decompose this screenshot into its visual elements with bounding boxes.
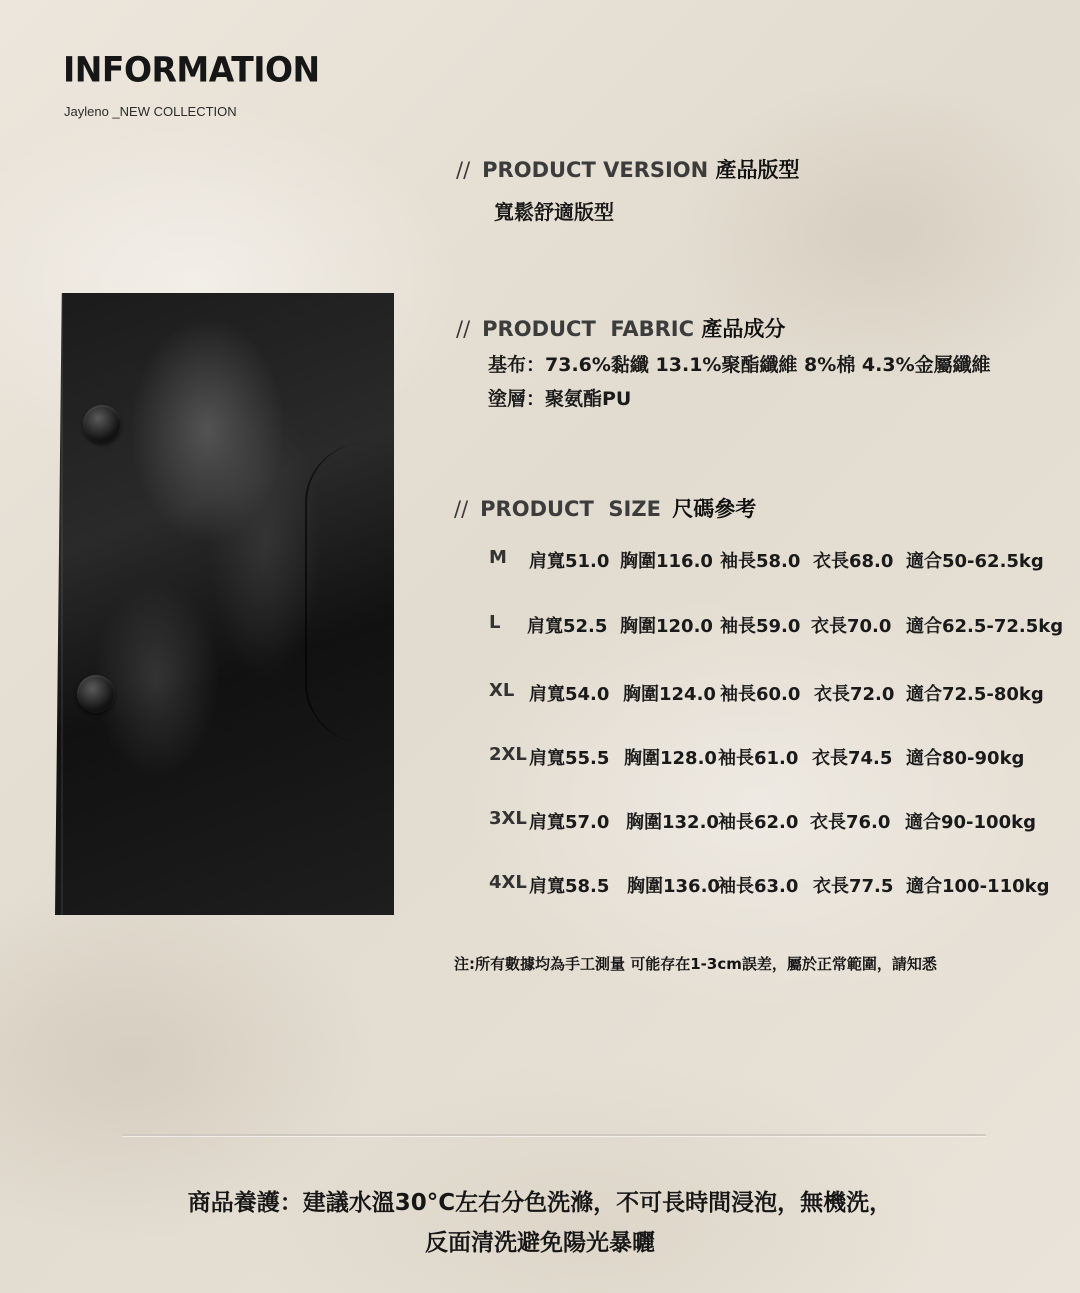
size-length: 衣長72.0 <box>814 684 895 705</box>
size-sleeve: 袖長61.0 <box>718 748 799 769</box>
size-length: 衣長76.0 <box>810 812 891 833</box>
size-prefix: // <box>454 497 469 521</box>
size-fit: 適合72.5-80kg <box>906 684 1044 705</box>
fabric-line-coating: 塗層：聚氨酯PU <box>488 388 632 410</box>
size-fit: 適合90-100kg <box>905 812 1036 833</box>
size-heading <box>454 493 756 523</box>
version-heading <box>456 154 800 184</box>
size-sleeve: 袖長60.0 <box>720 684 801 705</box>
size-shoulder: 肩寬52.5 <box>527 616 608 637</box>
size-sleeve: 袖長58.0 <box>720 551 801 572</box>
fabric-line-base: 基布：73.6%黏纖 13.1%聚酯纖維 8%棉 4.3%金屬纖維 <box>488 354 991 376</box>
size-fit: 適合62.5-72.5kg <box>906 616 1064 637</box>
fabric-heading <box>456 313 991 343</box>
size-label: M <box>489 547 507 568</box>
brand-subtitle: Jayleno _NEW COLLECTION <box>64 104 237 119</box>
size-label: 4XL <box>489 872 527 893</box>
size-shoulder: 肩寬55.5 <box>529 748 610 769</box>
snap-button-bottom <box>77 675 115 713</box>
size-shoulder: 肩寬51.0 <box>529 551 610 572</box>
size-label: 2XL <box>489 744 527 765</box>
size-fit: 適合50-62.5kg <box>906 551 1044 572</box>
version-heading-cn: 產品版型 <box>715 158 800 182</box>
version-value: 寬鬆舒適版型 <box>494 200 614 224</box>
size-label: 3XL <box>489 808 527 829</box>
size-section <box>454 493 756 523</box>
size-length: 衣長70.0 <box>811 616 892 637</box>
size-shoulder: 肩寬58.5 <box>529 876 610 897</box>
fabric-heading-en: PRODUCT FABRIC <box>482 317 695 341</box>
size-chest: 胸圍132.0 <box>626 812 719 833</box>
size-shoulder: 肩寬54.0 <box>529 684 610 705</box>
product-photo <box>55 293 394 915</box>
size-chest: 胸圍128.0 <box>624 748 717 769</box>
size-label: L <box>489 612 501 633</box>
version-heading-en: PRODUCT VERSION <box>482 158 709 182</box>
size-chest: 胸圍136.0 <box>627 876 720 897</box>
size-heading-en: PRODUCT SIZE <box>480 497 661 521</box>
size-fit: 適合80-90kg <box>906 748 1025 769</box>
fabric-heading-cn: 產品成分 <box>701 317 786 341</box>
size-chest: 胸圍120.0 <box>620 616 713 637</box>
version-section <box>456 154 800 225</box>
size-label: XL <box>489 680 515 701</box>
size-length: 衣長74.5 <box>812 748 893 769</box>
size-sleeve: 袖長59.0 <box>720 616 801 637</box>
photo-pocket-seam <box>305 443 394 743</box>
size-heading-cn: 尺碼參考 <box>672 497 757 521</box>
brand-title: INFORMATION <box>63 49 320 90</box>
snap-button-top <box>83 405 121 443</box>
measurement-note: 注:所有數據均為手工測量 可能存在1-3cm誤差，屬於正常範圍，請知悉 <box>454 955 937 973</box>
version-prefix: // <box>456 158 471 182</box>
size-sleeve: 袖長62.0 <box>718 812 799 833</box>
size-chest: 胸圍116.0 <box>620 551 713 572</box>
size-fit: 適合100-110kg <box>906 876 1050 897</box>
divider <box>122 1134 986 1136</box>
fabric-section <box>456 313 991 411</box>
fabric-prefix: // <box>456 317 471 341</box>
size-sleeve: 袖長63.0 <box>718 876 799 897</box>
photo-placket <box>61 293 63 915</box>
size-length: 衣長68.0 <box>813 551 894 572</box>
care-line-2: 反面清洗避免陽光暴曬 <box>425 1230 655 1256</box>
care-line-1: 商品養護：建議水溫30°C左右分色洗滌，不可長時間浸泡，無機洗， <box>187 1190 893 1216</box>
size-shoulder: 肩寬57.0 <box>529 812 610 833</box>
size-length: 衣長77.5 <box>813 876 894 897</box>
size-chest: 胸圍124.0 <box>623 684 716 705</box>
